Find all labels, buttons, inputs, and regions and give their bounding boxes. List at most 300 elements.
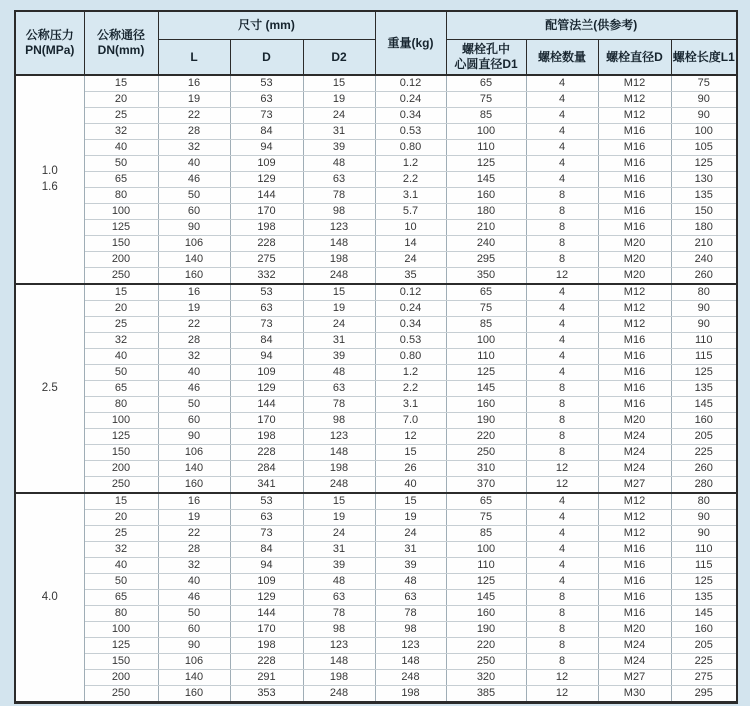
table-row: [15, 654, 737, 670]
cell-qty: 8: [526, 204, 598, 220]
table-row: [15, 526, 737, 542]
cell-weight: 0.24: [375, 92, 446, 108]
cell-l: 40: [158, 365, 230, 381]
cell-d2: 48: [303, 574, 375, 590]
cell-dia: M16: [598, 204, 671, 220]
cell-d1: 100: [446, 542, 526, 558]
cell-d2: 48: [303, 156, 375, 172]
cell-len: 210: [671, 236, 737, 252]
table-row: [15, 461, 737, 477]
cell-d2: 148: [303, 654, 375, 670]
cell-d2: 24: [303, 317, 375, 333]
cell-l: 60: [158, 204, 230, 220]
cell-l: 28: [158, 124, 230, 140]
cell-len: 150: [671, 204, 737, 220]
cell-dia: M16: [598, 397, 671, 413]
cell-l: 22: [158, 108, 230, 124]
cell-d: 94: [230, 140, 303, 156]
cell-qty: 4: [526, 558, 598, 574]
cell-len: 205: [671, 638, 737, 654]
cell-dia: M12: [598, 317, 671, 333]
cell-weight: 0.80: [375, 140, 446, 156]
cell-weight: 0.34: [375, 108, 446, 124]
cell-d: 144: [230, 397, 303, 413]
cell-qty: 12: [526, 477, 598, 494]
cell-weight: 0.80: [375, 349, 446, 365]
table-row: [15, 477, 737, 494]
header-nominal-diameter-cn: 公称通径: [96, 28, 145, 42]
cell-weight: 0.34: [375, 317, 446, 333]
cell-qty: 4: [526, 108, 598, 124]
cell-l: 19: [158, 510, 230, 526]
cell-d1: 65: [446, 284, 526, 301]
cell-len: 160: [671, 413, 737, 429]
cell-d2: 123: [303, 220, 375, 236]
cell-l: 32: [158, 349, 230, 365]
cell-l: 16: [158, 493, 230, 510]
cell-dia: M16: [598, 124, 671, 140]
cell-qty: 4: [526, 317, 598, 333]
cell-len: 115: [671, 349, 737, 365]
cell-dn: 80: [84, 606, 158, 622]
cell-d2: 123: [303, 429, 375, 445]
cell-weight: 198: [375, 686, 446, 703]
table-row: [15, 638, 737, 654]
cell-dia: M12: [598, 284, 671, 301]
table-row: [15, 445, 737, 461]
cell-dia: M12: [598, 526, 671, 542]
table-row: [15, 574, 737, 590]
cell-d1: 320: [446, 670, 526, 686]
cell-d2: 48: [303, 365, 375, 381]
cell-d: 284: [230, 461, 303, 477]
cell-dn: 80: [84, 188, 158, 204]
cell-weight: 14: [375, 236, 446, 252]
cell-dia: M24: [598, 429, 671, 445]
cell-qty: 4: [526, 284, 598, 301]
cell-d: 63: [230, 510, 303, 526]
cell-d: 73: [230, 108, 303, 124]
table-row: [15, 284, 737, 301]
cell-qty: 8: [526, 252, 598, 268]
cell-l: 106: [158, 654, 230, 670]
cell-dia: M12: [598, 493, 671, 510]
cell-d: 170: [230, 622, 303, 638]
cell-qty: 8: [526, 606, 598, 622]
cell-weight: 0.12: [375, 75, 446, 92]
cell-l: 160: [158, 686, 230, 703]
cell-d2: 148: [303, 445, 375, 461]
cell-l: 106: [158, 445, 230, 461]
cell-len: 110: [671, 333, 737, 349]
cell-d2: 78: [303, 397, 375, 413]
cell-weight: 5.7: [375, 204, 446, 220]
cell-d1: 220: [446, 638, 526, 654]
cell-d1: 220: [446, 429, 526, 445]
cell-l: 50: [158, 606, 230, 622]
cell-d2: 19: [303, 510, 375, 526]
cell-dn: 50: [84, 365, 158, 381]
cell-l: 32: [158, 140, 230, 156]
cell-len: 295: [671, 686, 737, 703]
header-size-l: L: [158, 40, 230, 76]
cell-d2: 248: [303, 686, 375, 703]
cell-dia: M20: [598, 252, 671, 268]
cell-len: 130: [671, 172, 737, 188]
cell-d1: 160: [446, 606, 526, 622]
cell-weight: 248: [375, 670, 446, 686]
cell-l: 160: [158, 477, 230, 494]
cell-d2: 19: [303, 301, 375, 317]
cell-weight: 1.2: [375, 365, 446, 381]
cell-d1: 85: [446, 526, 526, 542]
cell-qty: 4: [526, 349, 598, 365]
cell-len: 145: [671, 397, 737, 413]
table-row: [15, 413, 737, 429]
cell-d2: 148: [303, 236, 375, 252]
cell-d2: 63: [303, 172, 375, 188]
table-row: [15, 236, 737, 252]
cell-qty: 8: [526, 236, 598, 252]
pressure-group-cell: 1.0 1.6: [15, 75, 84, 284]
cell-d2: 39: [303, 349, 375, 365]
cell-weight: 0.53: [375, 124, 446, 140]
table-row: [15, 670, 737, 686]
cell-weight: 24: [375, 252, 446, 268]
cell-d: 84: [230, 542, 303, 558]
header-size-d2: D2: [303, 40, 375, 76]
cell-dia: M16: [598, 574, 671, 590]
cell-dn: 40: [84, 349, 158, 365]
cell-qty: 12: [526, 670, 598, 686]
cell-len: 90: [671, 92, 737, 108]
cell-qty: 4: [526, 172, 598, 188]
cell-qty: 8: [526, 220, 598, 236]
cell-len: 280: [671, 477, 737, 494]
cell-d: 53: [230, 284, 303, 301]
cell-d: 341: [230, 477, 303, 494]
cell-d: 109: [230, 365, 303, 381]
cell-d: 73: [230, 317, 303, 333]
cell-qty: 4: [526, 156, 598, 172]
cell-qty: 4: [526, 510, 598, 526]
cell-l: 60: [158, 413, 230, 429]
cell-dia: M27: [598, 477, 671, 494]
header-bolt-circle-diameter: [446, 40, 526, 76]
cell-d1: 100: [446, 333, 526, 349]
cell-d1: 85: [446, 108, 526, 124]
cell-l: 140: [158, 670, 230, 686]
cell-dn: 125: [84, 638, 158, 654]
cell-weight: 24: [375, 526, 446, 542]
cell-dia: M16: [598, 381, 671, 397]
cell-d1: 145: [446, 590, 526, 606]
cell-dia: M12: [598, 301, 671, 317]
cell-dn: 250: [84, 268, 158, 285]
header-bolt-circle-line2: 心圆直径D1: [454, 57, 518, 71]
cell-qty: 4: [526, 574, 598, 590]
cell-d1: 370: [446, 477, 526, 494]
cell-d: 109: [230, 574, 303, 590]
cell-d2: 15: [303, 493, 375, 510]
cell-l: 22: [158, 526, 230, 542]
cell-d1: 240: [446, 236, 526, 252]
cell-dia: M12: [598, 92, 671, 108]
pressure-group-cell: 4.0: [15, 493, 84, 703]
header-size-d: D: [230, 40, 303, 76]
cell-qty: 4: [526, 92, 598, 108]
cell-d: 198: [230, 429, 303, 445]
cell-weight: 1.2: [375, 156, 446, 172]
cell-d1: 295: [446, 252, 526, 268]
cell-qty: 8: [526, 397, 598, 413]
cell-d1: 75: [446, 510, 526, 526]
cell-qty: 8: [526, 188, 598, 204]
cell-d2: 24: [303, 526, 375, 542]
cell-len: 80: [671, 284, 737, 301]
cell-l: 16: [158, 284, 230, 301]
cell-d: 228: [230, 445, 303, 461]
cell-qty: 4: [526, 140, 598, 156]
cell-l: 50: [158, 397, 230, 413]
cell-dia: M20: [598, 236, 671, 252]
cell-d: 144: [230, 188, 303, 204]
cell-dia: M16: [598, 172, 671, 188]
cell-d2: 198: [303, 670, 375, 686]
cell-len: 80: [671, 493, 737, 510]
cell-len: 125: [671, 365, 737, 381]
cell-dia: M24: [598, 638, 671, 654]
table-row: [15, 686, 737, 703]
cell-weight: 0.24: [375, 301, 446, 317]
cell-d1: 125: [446, 156, 526, 172]
cell-dn: 50: [84, 156, 158, 172]
cell-dn: 200: [84, 252, 158, 268]
cell-l: 46: [158, 381, 230, 397]
cell-weight: 148: [375, 654, 446, 670]
cell-dn: 150: [84, 236, 158, 252]
cell-d2: 15: [303, 284, 375, 301]
cell-len: 115: [671, 558, 737, 574]
cell-qty: 8: [526, 445, 598, 461]
cell-d1: 65: [446, 75, 526, 92]
cell-d: 332: [230, 268, 303, 285]
cell-d: 109: [230, 156, 303, 172]
header-nominal-diameter-en: DN(mm): [97, 43, 145, 57]
cell-len: 90: [671, 526, 737, 542]
cell-d: 53: [230, 75, 303, 92]
cell-dn: 50: [84, 574, 158, 590]
cell-dia: M20: [598, 622, 671, 638]
cell-qty: 4: [526, 542, 598, 558]
cell-dia: M16: [598, 365, 671, 381]
cell-l: 19: [158, 92, 230, 108]
cell-l: 50: [158, 188, 230, 204]
header-bolt-length: 螺栓长度L1: [671, 40, 737, 76]
header-flange-group: 配管法兰(供参考): [446, 11, 737, 40]
cell-d: 129: [230, 381, 303, 397]
header-nominal-pressure-en: PN(MPa): [25, 43, 75, 57]
cell-d1: 75: [446, 301, 526, 317]
cell-len: 100: [671, 124, 737, 140]
cell-d2: 248: [303, 477, 375, 494]
cell-d1: 110: [446, 558, 526, 574]
table-row: [15, 558, 737, 574]
cell-d: 144: [230, 606, 303, 622]
cell-dia: M24: [598, 654, 671, 670]
cell-dn: 100: [84, 413, 158, 429]
cell-weight: 48: [375, 574, 446, 590]
table-row: [15, 268, 737, 285]
table-row: [15, 333, 737, 349]
cell-dia: M30: [598, 686, 671, 703]
table-row: [15, 542, 737, 558]
cell-l: 160: [158, 268, 230, 285]
cell-qty: 4: [526, 493, 598, 510]
cell-l: 90: [158, 429, 230, 445]
table-row: [15, 622, 737, 638]
cell-weight: 98: [375, 622, 446, 638]
cell-d2: 39: [303, 558, 375, 574]
cell-len: 90: [671, 301, 737, 317]
table-row: [15, 204, 737, 220]
cell-weight: 7.0: [375, 413, 446, 429]
cell-d1: 145: [446, 172, 526, 188]
cell-d: 228: [230, 654, 303, 670]
cell-d1: 110: [446, 140, 526, 156]
cell-l: 19: [158, 301, 230, 317]
cell-dn: 250: [84, 477, 158, 494]
cell-d1: 100: [446, 124, 526, 140]
table-row: [15, 493, 737, 510]
table-row: [15, 381, 737, 397]
cell-dn: 100: [84, 204, 158, 220]
cell-len: 135: [671, 590, 737, 606]
cell-d2: 63: [303, 590, 375, 606]
table-row: [15, 108, 737, 124]
table-row: [15, 301, 737, 317]
cell-d1: 110: [446, 349, 526, 365]
cell-qty: 4: [526, 301, 598, 317]
cell-qty: 8: [526, 381, 598, 397]
cell-len: 105: [671, 140, 737, 156]
cell-d: 73: [230, 526, 303, 542]
cell-d: 63: [230, 301, 303, 317]
cell-l: 22: [158, 317, 230, 333]
cell-qty: 8: [526, 654, 598, 670]
cell-dn: 40: [84, 558, 158, 574]
header-weight: 重量(kg): [375, 11, 446, 75]
cell-l: 40: [158, 156, 230, 172]
cell-len: 125: [671, 574, 737, 590]
table-header: [15, 11, 737, 75]
cell-qty: 8: [526, 622, 598, 638]
table-row: [15, 590, 737, 606]
cell-weight: 31: [375, 542, 446, 558]
cell-d1: 125: [446, 574, 526, 590]
cell-len: 90: [671, 317, 737, 333]
cell-d: 94: [230, 349, 303, 365]
cell-weight: 0.53: [375, 333, 446, 349]
cell-dn: 20: [84, 301, 158, 317]
cell-dn: 200: [84, 461, 158, 477]
cell-d: 170: [230, 413, 303, 429]
cell-dn: 15: [84, 284, 158, 301]
cell-d2: 24: [303, 108, 375, 124]
cell-d2: 198: [303, 461, 375, 477]
cell-dia: M16: [598, 349, 671, 365]
cell-dn: 32: [84, 333, 158, 349]
cell-len: 145: [671, 606, 737, 622]
cell-dn: 32: [84, 542, 158, 558]
cell-dia: M20: [598, 413, 671, 429]
cell-d: 198: [230, 638, 303, 654]
cell-d: 94: [230, 558, 303, 574]
cell-d: 291: [230, 670, 303, 686]
table-row: [15, 397, 737, 413]
table-row: [15, 317, 737, 333]
cell-len: 135: [671, 188, 737, 204]
cell-qty: 8: [526, 590, 598, 606]
cell-dn: 32: [84, 124, 158, 140]
cell-dn: 125: [84, 220, 158, 236]
cell-dia: M16: [598, 606, 671, 622]
cell-len: 260: [671, 461, 737, 477]
cell-d1: 190: [446, 413, 526, 429]
cell-weight: 19: [375, 510, 446, 526]
cell-l: 32: [158, 558, 230, 574]
cell-qty: 12: [526, 268, 598, 285]
header-nominal-diameter: [84, 11, 158, 75]
cell-qty: 8: [526, 638, 598, 654]
cell-qty: 12: [526, 686, 598, 703]
cell-len: 180: [671, 220, 737, 236]
header-row-1: [15, 11, 737, 40]
cell-l: 46: [158, 172, 230, 188]
cell-dia: M12: [598, 108, 671, 124]
cell-d: 198: [230, 220, 303, 236]
cell-dn: 65: [84, 172, 158, 188]
cell-d: 63: [230, 92, 303, 108]
cell-qty: 12: [526, 461, 598, 477]
table-row: [15, 429, 737, 445]
cell-d1: 310: [446, 461, 526, 477]
cell-qty: 8: [526, 413, 598, 429]
cell-qty: 4: [526, 526, 598, 542]
cell-d2: 198: [303, 252, 375, 268]
cell-weight: 26: [375, 461, 446, 477]
cell-l: 106: [158, 236, 230, 252]
cell-dia: M24: [598, 445, 671, 461]
cell-l: 40: [158, 574, 230, 590]
cell-dn: 65: [84, 381, 158, 397]
cell-l: 28: [158, 333, 230, 349]
header-bolt-diameter: 螺栓直径D: [598, 40, 671, 76]
cell-weight: 3.1: [375, 397, 446, 413]
cell-weight: 0.12: [375, 284, 446, 301]
cell-d1: 250: [446, 445, 526, 461]
cell-len: 75: [671, 75, 737, 92]
table-row: [15, 220, 737, 236]
table-row: [15, 349, 737, 365]
cell-len: 110: [671, 542, 737, 558]
cell-dn: 20: [84, 92, 158, 108]
cell-l: 90: [158, 638, 230, 654]
cell-dia: M24: [598, 461, 671, 477]
cell-len: 205: [671, 429, 737, 445]
cell-weight: 15: [375, 445, 446, 461]
cell-dn: 65: [84, 590, 158, 606]
